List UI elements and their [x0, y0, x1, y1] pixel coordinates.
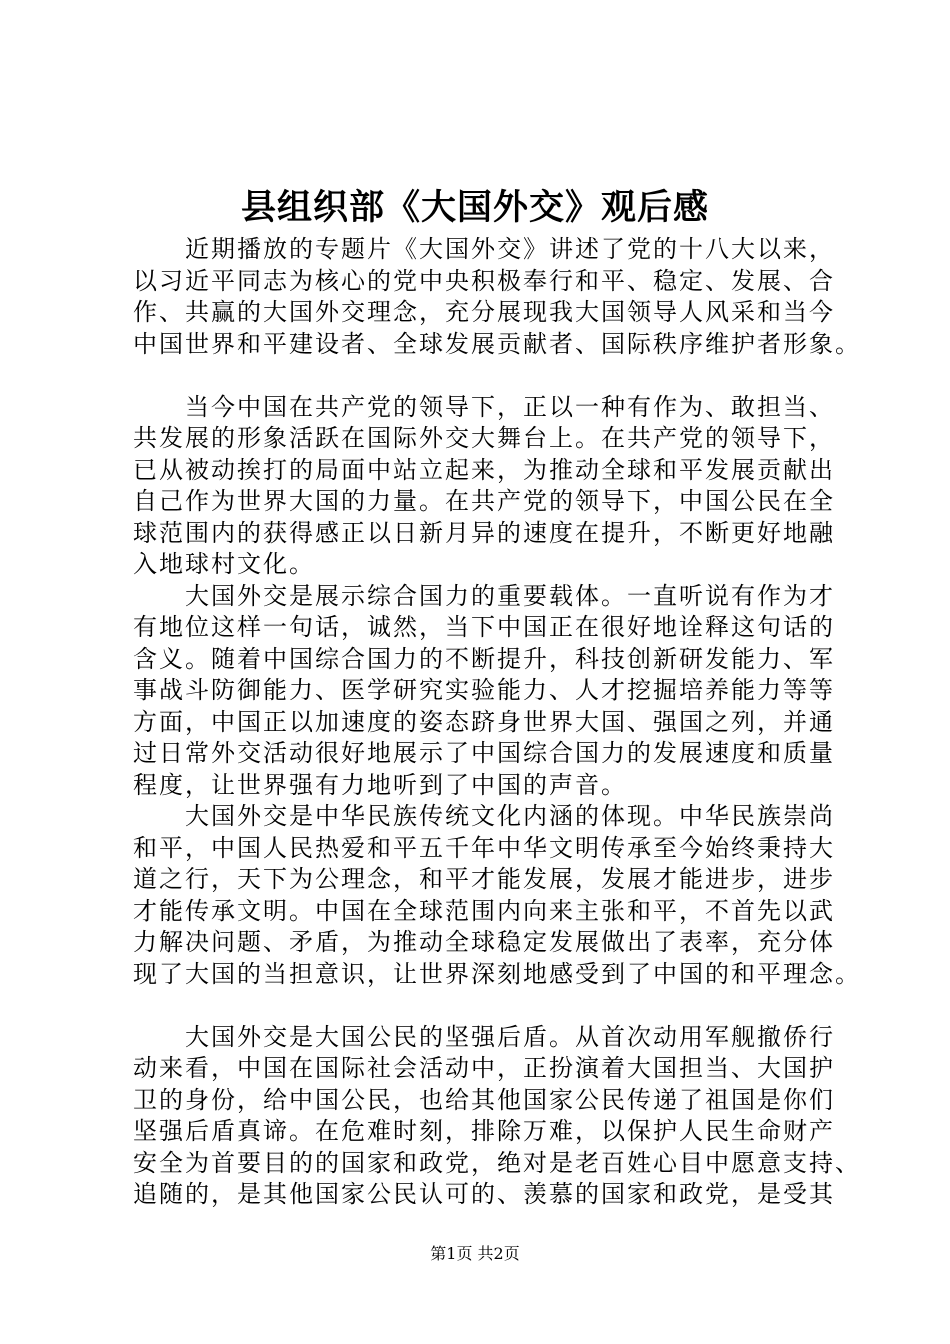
paragraph-line: 球范围内的获得感正以日新月异的速度在提升，不断更好地融	[133, 518, 835, 547]
paragraph-line: 程度，让世界强有力地听到了中国的声音。	[133, 770, 627, 799]
paragraph-line: 道之行，天下为公理念，和平才能发展，发展才能进步，进步	[133, 865, 835, 893]
paragraph-2	[133, 392, 845, 581]
paragraph-line: 追随的，是其他国家公民认可的、羡慕的国家和政党，是受其	[133, 1180, 835, 1208]
paragraph-line: 共发展的形象活跃在国际外交大舞台上。在共产党的领导下，	[133, 424, 835, 452]
paragraph-line: 大国外交是中华民族传统文化内涵的体现。中华民族崇尚	[185, 802, 835, 830]
paragraph-line: 有地位这样一句话，诚然，当下中国正在很好地诠释这句话的	[133, 613, 835, 641]
paragraph-line: 现了大国的当担意识，让世界深刻地感受到了中国的和平理念。	[133, 959, 861, 988]
paragraph-spacer	[133, 990, 845, 1022]
paragraph-line: 中国世界和平建设者、全球发展贡献者、国际秩序维护者形象。	[133, 329, 861, 358]
paragraph-1	[133, 234, 861, 360]
paragraph-line: 卫的身份，给中国公民，也给其他国家公民传递了祖国是你们	[133, 1085, 835, 1114]
paragraph-line: 已从被动挨打的局面中站立起来，为推动全球和平发展贡献出	[133, 455, 835, 484]
paragraph-spacer	[133, 360, 845, 392]
paragraph-line: 含义。随着中国综合国力的不断提升，科技创新研发能力、军	[133, 644, 835, 673]
document-body	[133, 234, 861, 1211]
paragraph-line: 以习近平同志为核心的党中央积极奉行和平、稳定、发展、合	[133, 266, 835, 295]
paragraph-3	[133, 581, 845, 802]
paragraph-line: 力解决问题、矛盾，为推动全球稳定发展做出了表率，充分体	[133, 928, 835, 956]
paragraph-line: 和平，中国人民热爱和平五千年中华文明传承至今始终秉持大	[133, 833, 835, 862]
paragraph-line: 动来看，中国在国际社会活动中，正扮演着大国担当、大国护	[133, 1054, 835, 1082]
paragraph-line: 自己作为世界大国的力量。在共产党的领导下，中国公民在全	[133, 487, 835, 515]
paragraph-line: 坚强后盾真谛。在危难时刻，排除万难，以保护人民生命财产	[133, 1117, 835, 1145]
document-title: 县组织部《大国外交》观后感	[240, 187, 709, 228]
paragraph-line: 大国外交是展示综合国力的重要载体。一直听说有作为才	[185, 581, 835, 610]
paragraph-line: 当今中国在共产党的领导下，正以一种有作为、敢担当、	[185, 392, 835, 421]
paragraph-4	[133, 801, 861, 990]
paragraph-line: 安全为首要目的的国家和政党，绝对是老百姓心目中愿意支持、	[133, 1148, 861, 1177]
paragraph-line: 事战斗防御能力、医学研究实验能力、人才挖掘培养能力等等	[133, 676, 835, 704]
paragraph-line: 才能传承文明。中国在全球范围内向来主张和平，不首先以武	[133, 896, 835, 925]
paragraph-line: 过日常外交活动很好地展示了中国综合国力的发展速度和质量	[133, 739, 835, 767]
paragraph-line: 入地球村文化。	[133, 550, 315, 578]
paragraph-line: 近期播放的专题片《大国外交》讲述了党的十八大以来，	[185, 235, 835, 263]
paragraph-line: 作、共赢的大国外交理念，充分展现我大国领导人风采和当今	[133, 298, 835, 326]
paragraph-line: 方面，中国正以加速度的姿态跻身世界大国、强国之列，并通	[133, 707, 835, 736]
paragraph-line: 大国外交是大国公民的坚强后盾。从首次动用军舰撤侨行	[185, 1022, 835, 1051]
paragraph-5	[133, 1022, 861, 1211]
page-footer	[0, 1244, 950, 1264]
page-indicator: 第1页 共2页	[430, 1244, 520, 1263]
